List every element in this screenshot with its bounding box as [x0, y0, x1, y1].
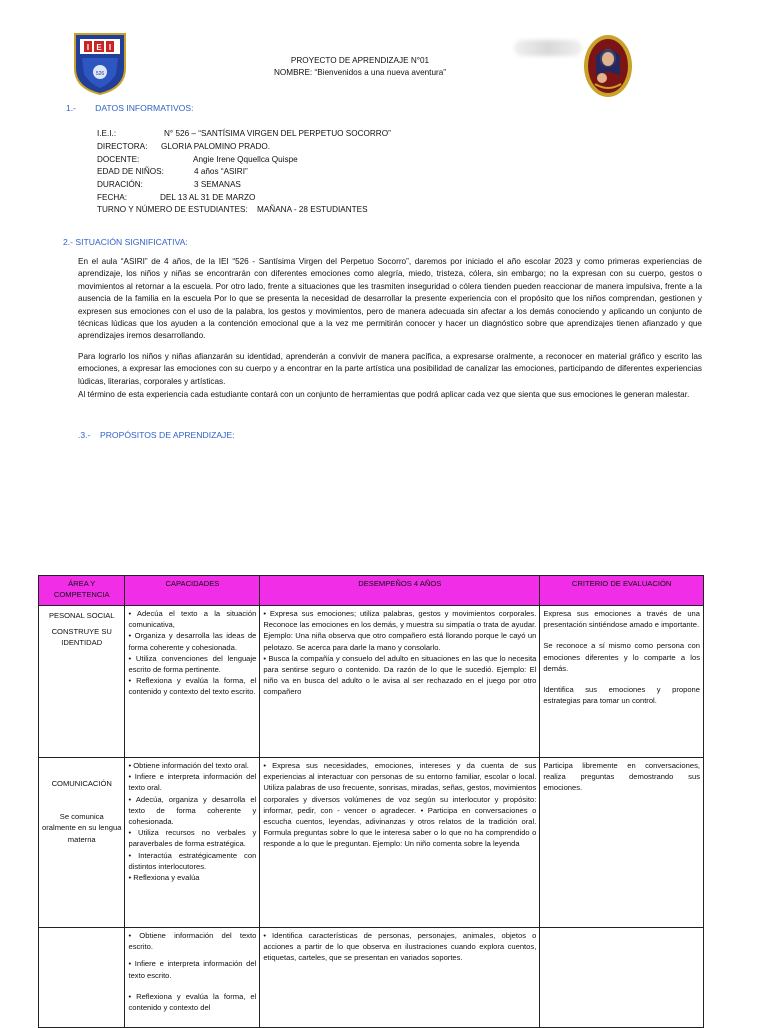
table-row	[39, 928, 704, 1028]
blurred-area	[514, 40, 582, 56]
capacidades-cell	[125, 606, 260, 758]
capacidad-item: • Infiere e interpreta información del texto oral.	[128, 772, 257, 793]
table-header-row	[39, 576, 704, 606]
svg-text:I: I	[86, 43, 90, 52]
situation-paragraph-2: Para lograrlo los niños y niñas afianzarán su identidad, aprenderán a convivir de manera pacífica, a expresarse oralmente, a reconocer en material gráfico y escrito las emociones, a expresar las emociones con su cuerpo y a encontrar en la parte artística una posibilidad de canalizar las emociones, participando de diferentes experiencias lúdicas, literarias, corporales y artísticas.	[78, 352, 702, 386]
competence-name: Se comunica oralmente en su lengua materna	[42, 812, 122, 844]
section-3-title: .3.- PROPÓSITOS DE APRENDIZAJE:	[78, 430, 235, 440]
header-area: ÁREA Y COMPETENCIA	[39, 576, 125, 606]
info-label-iei: I.E.I.:	[97, 129, 117, 138]
info-label-edad: EDAD DE NIÑOS:	[97, 167, 164, 176]
area-name: COMUNICACIÓN	[51, 779, 112, 788]
area-cell	[39, 606, 125, 758]
info-value-fecha: DEL 13 AL 31 DE MARZO	[160, 193, 256, 202]
desempenos-cell	[260, 758, 540, 928]
svg-text:E: E	[96, 43, 102, 52]
capacidad-item: • Adecúa el texto a la situación comunicativa,	[128, 609, 257, 630]
competence-name: CONSTRUYE SU IDENTIDAD	[51, 627, 112, 648]
info-label-directora: DIRECTORA:	[97, 142, 148, 151]
capacidad-item: • Reflexiona y evalúa la forma, el contenido y contexto del	[128, 991, 257, 1013]
capacidad-item: • Obtiene información del texto escrito.	[128, 931, 257, 952]
info-label-turno: TURNO Y NÚMERO DE ESTUDIANTES:	[97, 205, 248, 214]
criterio-cell	[540, 758, 704, 928]
area-cell	[39, 928, 125, 1028]
area-cell	[39, 758, 125, 928]
area-name: PESONAL SOCIAL	[48, 611, 115, 620]
capacidad-item: • Utiliza recursos no verbales y paraverbales de forma estratégica.	[128, 828, 257, 849]
situation-paragraph-1: En el aula “ASIRI” de 4 años, de la IEI “526 - Santísima Virgen del Perpetuo Socorro”, daremos por iniciado el año escolar 2023 y como primeras experiencias de aprendizaje, los niños y niñas se encontrarán con diferentes emociones como alegría, miedo, tristeza, cólera, sin embargo; no la expresan con su cuerpo, gestos o movimientos al retornar a la escuela. Por otro lado, frente a situaciones que les trasmiten inseguridad o cólera tienden pueden reaccionar de manera impulsiva, frente a la ausencia de la familia en la escuela Por lo que se presenta la necesidad de desarrollar la presente experiencia con el propósito que los niños comprendan, gestionen y expresen sus emociones con el uso de la palabra, los gestos y movimientos, pero de manera adecuada sin afectar a los demás conociendo y aplicando un conjunto de técnicas lúdicas que los ayuden a la contención emocional que a la vez me permitirán conocer y hacer un diagnóstico sobre que aprendizajes tienen afianzado y que aprendizajes iremos desarrollando.	[78, 257, 702, 341]
info-label-duracion: DURACIÓN:	[97, 180, 143, 189]
capacidad-item: • Obtiene información del texto oral.	[128, 761, 249, 770]
capacidad-item: • Reflexiona y evalúa la forma, el contenido y contexto del texto escrito.	[128, 676, 257, 697]
capacidades-cell	[125, 758, 260, 928]
criterio-item: Participa libremente en conversaciones, realiza preguntas demostrando sus emociones.	[543, 761, 700, 793]
capacidad-item: • Reflexiona y evalúa	[128, 873, 200, 883]
capacidad-item: • Adecúa, organiza y desarrolla el texto de forma coherente y cohesionada.	[128, 794, 257, 827]
desempeno-item: • Expresa sus emociones; utiliza palabras, gestos y movimientos corporales. Reconoce las emociones en los demás, y muestra su simpatía o trata de ayudar. Ejemplo: Una niña observa que otro compañero está llorando porque le cayó un pelotazo. Se acerca para darle la mano y consolarlo.	[263, 609, 537, 652]
desempeno-item: • Busca la compañía y consuelo del adulto en situaciones en las que lo necesita para sentirse seguro o contenido. Da razón de lo que le sucedió. Ejemplo: El niño va en busca del adulto o le avisa al ser rechazado en el juego por otro compañero	[263, 653, 537, 697]
table-row	[39, 606, 704, 758]
capacidad-item: • Interactúa estratégicamente con distintos interlocutores.	[128, 850, 257, 871]
capacidades-cell	[125, 928, 260, 1028]
criterio-cell	[540, 928, 704, 1028]
header-capacidades: CAPACIDADES	[125, 576, 260, 606]
svg-text:526: 526	[95, 71, 105, 77]
project-title: PROYECTO DE APRENDIZAJE N°01	[290, 56, 430, 65]
school-logo	[72, 30, 128, 96]
info-value-directora: GLORIA PALOMINO PRADO.	[161, 142, 271, 151]
capacidad-item: • Organiza y desarrolla las ideas de forma coherente y cohesionada.	[128, 631, 257, 652]
info-label-fecha: FECHA:	[97, 193, 128, 202]
info-label-docente: DOCENTE:	[97, 155, 140, 164]
table-row	[39, 758, 704, 928]
info-value-iei: N° 526 – “SANTÍSIMA VIRGEN DEL PERPETUO SOCORRO”	[164, 129, 391, 138]
section-2-title: 2.- SITUACIÓN SIGNIFICATIVA:	[63, 237, 188, 247]
info-value-duracion: 3 SEMANAS	[194, 180, 241, 189]
info-value-turno: MAÑANA - 28 ESTUDIANTES	[257, 205, 368, 214]
criterio-cell	[540, 606, 704, 758]
virgin-icon-image	[583, 34, 633, 98]
learning-purposes-table	[38, 575, 704, 1028]
svg-text:I: I	[108, 43, 112, 52]
project-name: NOMBRE: “Bienvenidos a una nueva aventura”	[273, 68, 447, 77]
criterio-item: Se reconoce a sí mismo como persona con emociones diferentes y lo comparte a los demás.	[543, 641, 700, 673]
desempenos-cell	[260, 606, 540, 758]
criterio-item: Expresa sus emociones a través de una presentación sintiéndose amado e importante.	[543, 609, 700, 630]
info-value-docente: Angie Irene Qquellca Quispe	[193, 155, 298, 164]
header-desempenos: DESEMPEÑOS 4 AÑOS	[260, 576, 540, 606]
desempeno-item: • Expresa sus necesidades, emociones, intereses y da cuenta de sus experiencias al interactuar con personas de su entorno familiar, escolar o local. Utiliza palabras de uso frecuente, sonrisas, miradas, señas, gestos, movimientos corporales y diversos volúmenes de voz según su interlocutor y propósito: informar, pedir, con - vencer o agradecer. • Participa en conversaciones o escucha cuentos, leyendas, adivinanzas y otros relatos de la tradición oral. Formula preguntas sobre lo que le interesa saber o lo que no ha comprendido o responde a lo que le preguntan. Ejemplo: Un niño comenta sobre la leyenda	[263, 761, 537, 849]
info-value-edad: 4 años “ASIRI”	[194, 167, 248, 176]
capacidad-item: • Utiliza convenciones del lenguaje escrito de forma pertinente.	[128, 653, 257, 675]
section-1-title: 1.- DATOS INFORMATIVOS:	[66, 103, 194, 113]
header-criterio: CRITERIO DE EVALUACIÓN	[540, 576, 704, 606]
capacidad-item: • Infiere e interpreta información del texto escrito.	[128, 959, 257, 980]
desempenos-cell	[260, 928, 540, 1028]
situation-paragraph-3: Al término de esta experiencia cada estudiante contará con un conjunto de herramientas que podrá aplicar cada vez que sienta que sus emociones le generan malestar.	[78, 390, 690, 399]
criterio-item: Identifica sus emociones y propone estrategias para tomar un control.	[543, 685, 700, 706]
desempeno-item: • Identifica características de personas, personajes, animales, objetos o acciones a partir de lo que observa en ilustraciones cuando explora cuentos, etiquetas, carteles, que se presentan en variados soportes.	[263, 931, 537, 963]
